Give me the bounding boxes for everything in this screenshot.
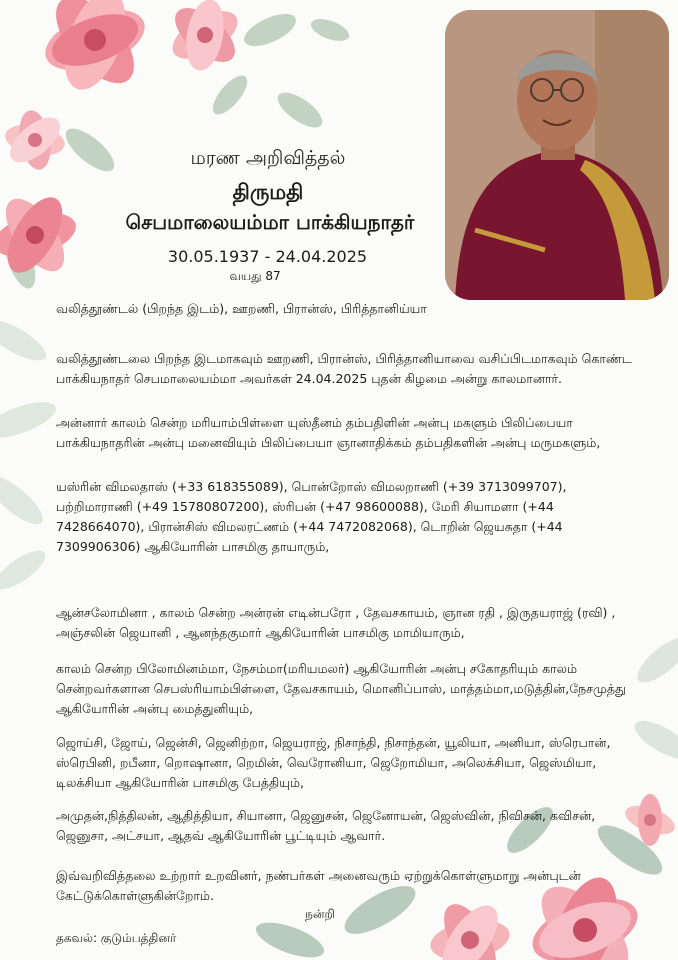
intro-paragraph: வலித்தூண்டலை பிறந்த இடமாகவும் ஊறணி, பிரான்ஸ், பிரித்தானியாவை வசிப்பிடமாகவும் கொண்ட பாக்கியநாதர் செபமாலையம்மா அவர்கள் 24.04.2025 புதன் கிழமை அன்று காலமானார். bbox=[56, 351, 632, 386]
great-grandchildren-paragraph: அமுதன்,நித்திலன், ஆதித்தியா, சியானா, ஜெனுசன், ஜெனோயன், ஜெஸ்வின், நிவிசன், கவிசன், ஜெனுசா, அட்சயா, ஆதவ் ஆகியோரின் பூட்டியும் ஆவார். bbox=[56, 808, 596, 843]
birthplace-line: வலித்தூண்டல் (பிறந்த இடம்), ஊறணி, பிரான்ஸ், பிரித்தானிய்யா bbox=[56, 301, 427, 316]
honorific-title: திருமதி bbox=[232, 180, 304, 204]
portrait-image bbox=[445, 10, 669, 300]
pink-flower-icon bbox=[37, 0, 153, 98]
siblings-paragraph: காலம் சென்ற பிலோமினம்மா, நேசம்மா(மரியமலர்) ஆகியோரின் அன்பு சகோதரியும் காலம் சென்றவர்களான செபஸ்ரியாம்பிள்ளை, தேவசகாயம், மொனிப்பாஸ், மாத்தம்மா,மடுத்தின்,நேசமுத்து ஆகியோரின் அன்பு மைத்துனியும், bbox=[56, 661, 626, 716]
grandchildren-paragraph: ஜொய்சி, ஜோய், ஜென்சி, ஜெனிற்றா, ஜெயராஜ், நிசாந்தி, நிசாந்தன், யூலியா, அனியா, ஸ்ரெபான், ஸ்ரெபினி, றபீனா, றொஷானா, றெமின், வெரோனியா, ஜெறோமியா, அலெக்சியா, ஜெஸ்மியா, டிலக்சியா ஆகியோரின் பாசமிகு பேத்தியும், bbox=[56, 735, 611, 790]
request-paragraph: இவ்வறிவித்தலை உற்றார் உறவினர், நண்பர்கள் அனைவரும் ஏற்றுக்கொள்ளுமாறு அன்புடன் கேட்டுக்கொள்ளுகின்றோம். bbox=[56, 868, 581, 903]
children-paragraph: யஸ்ரின் விமலதாஸ் (+33 618355089), பொன்றோஸ் விமலறாணி (+39 3713099707), பற்றிமாராணி (+49 15780807200), ஸ்ரிபன் (+47 98600088), மேரி சியாமளா (+44 7428664070), பிரான்சிஸ் விமலரட்ணம் (+44 7472082068), டொறின் ஜெயசுதா (+44 7309906306) ஆகியோரின் பாசமிகு தாயாரும், bbox=[56, 479, 567, 554]
in-laws-paragraph: ஆன்சலோமினா , காலம் சென்ற அன்ரன் எடின்பரோ , தேவசகாயம், ஞான ரதி , இருதயராஜ் (ரவி) , அஞ்சலின் ஜெயானி , ஆனந்தகுமார் ஆகியோரின் பாசமிகு மாமியாரும், bbox=[56, 605, 616, 640]
age-label: வயது 87 bbox=[229, 269, 281, 283]
deceased-photo bbox=[445, 10, 669, 300]
life-dates: 30.05.1937 - 24.04.2025 bbox=[167, 247, 368, 266]
notice-heading: மரண அறிவித்தல் bbox=[190, 147, 346, 169]
pink-flower-icon bbox=[165, 0, 245, 74]
pink-flower-icon bbox=[2, 108, 67, 172]
info-credit: தகவல்: குடும்பத்தினர் bbox=[56, 931, 177, 945]
parents-paragraph: அன்னார் காலம் சென்ற மரியாம்பிள்ளை யுஸ்தீனம் தம்பதிளின் அன்பு மகளும் பிலிப்பையா பாக்கியநாதரின் அன்பு மனைவியும் பிலிப்பையா ஞானாதிக்கம் தம்பதிகளின் அன்பு மருமகளும், bbox=[56, 415, 601, 450]
deceased-name: செபமாலையம்மா பாக்கியநாதர் bbox=[125, 210, 415, 234]
thanks-text: நன்றி bbox=[305, 907, 335, 921]
